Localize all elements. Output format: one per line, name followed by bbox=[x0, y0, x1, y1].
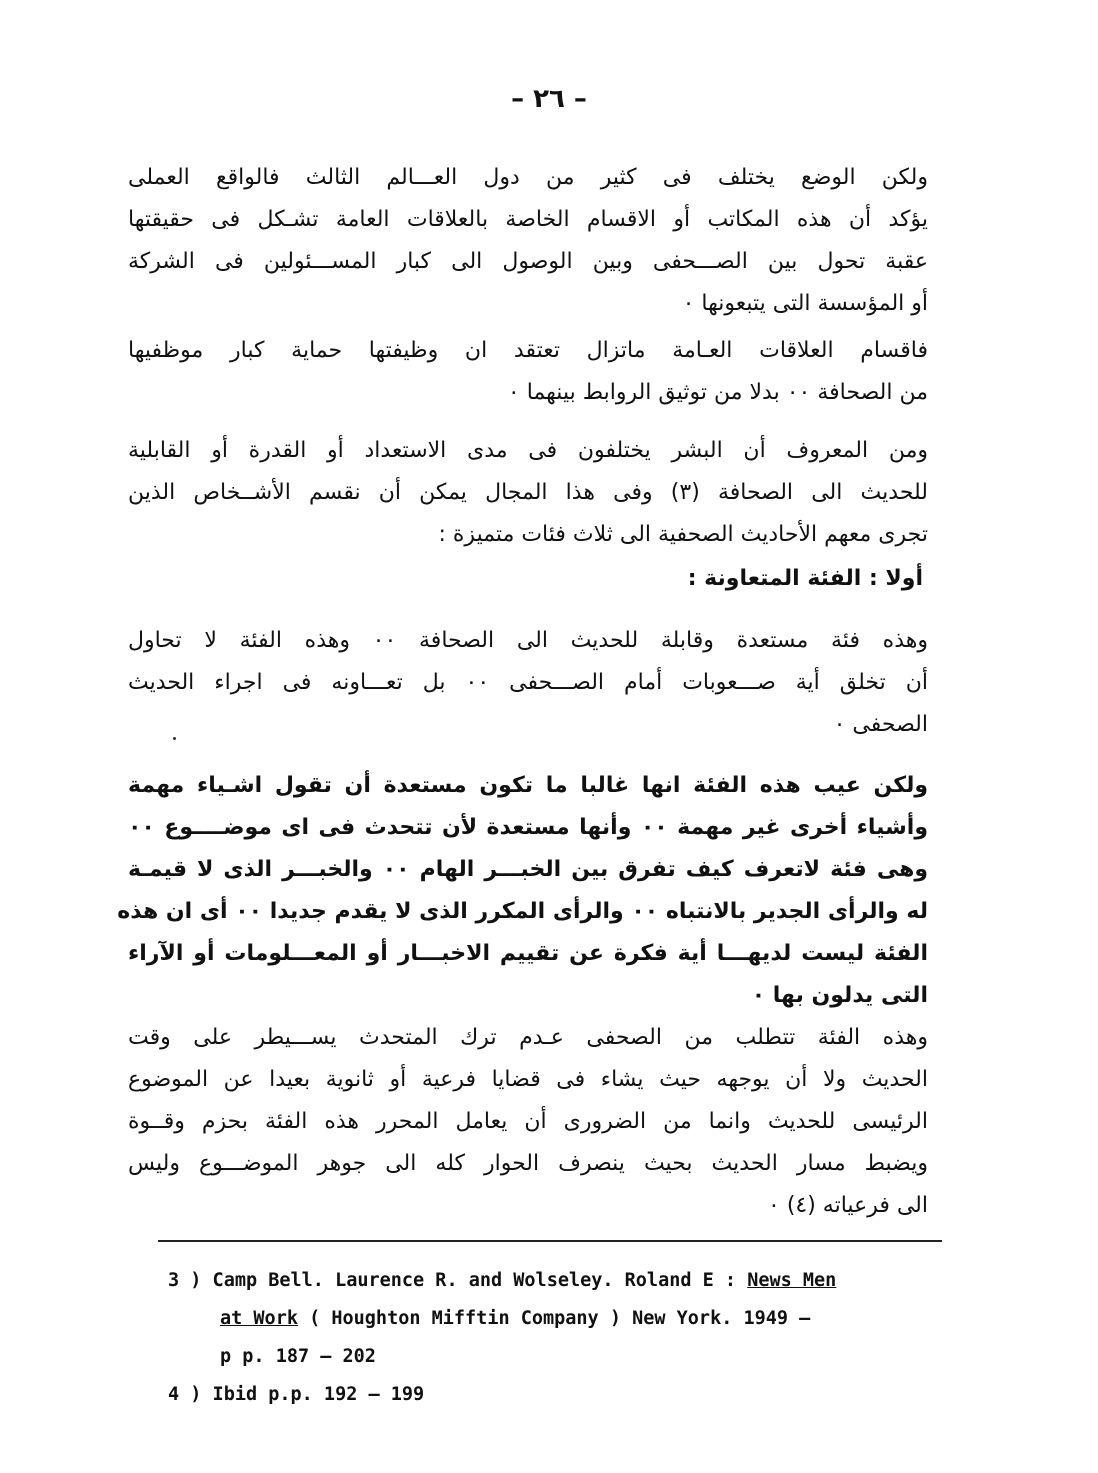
text-line: الحديث ولا أن يوجهه حيث يشاء فى قضايا فرعية أو ثانوية بعيدا عن الموضوع bbox=[128, 1067, 928, 1092]
text-line: يؤكد أن هذه المكاتب أو الاقسام الخاصة بالعلاقات العامة تشـكل فى حقيقتها bbox=[128, 207, 928, 232]
paragraph-4 bbox=[128, 620, 928, 746]
text-line: تجرى معهم الأحاديث الصحفية الى ثلاث فئات متميزة : bbox=[438, 522, 928, 547]
text-line: له والرأى الجدير بالانتباه ٠٠ والرأى المكرر الذى لا يقدم جديدا ٠٠ أى ان هذه bbox=[117, 899, 928, 924]
text-line: فاقسام العلاقات العـامة ماتزال تعتقد ان وظيفتها حماية كبار موظفيها bbox=[128, 338, 928, 363]
text-line: عقبة تحول بين الصـــحفى وبين الوصول الى كبار المســـئولين فى الشركة bbox=[128, 249, 928, 274]
paragraph-2 bbox=[128, 330, 928, 414]
text-line: وأشياء أخرى غير مهمة ٠٠ وأنها مستعدة لأن تتحدث فى اى موضــــوع ٠٠ bbox=[128, 815, 928, 840]
text-line: الرئيسى للحديث وانما من الضرورى أن يعامل المحرر هذه الفئة بحزم وقــوة bbox=[128, 1109, 928, 1134]
text-line: أو المؤسسة التى يتبعونها ٠ bbox=[682, 291, 928, 316]
text-line: الفئة ليست لديهـــا أية فكرة عن تقييم الاخبـــار أو المعـــلومات أو الآراء bbox=[128, 941, 928, 966]
paragraph-6 bbox=[128, 1017, 928, 1227]
print-speck bbox=[173, 737, 176, 740]
text-line: وهذه الفئة تتطلب من الصحفى عـدم ترك المتحدث يســـيطر على وقت bbox=[128, 1025, 928, 1050]
text-line: ويضبط مسار الحديث بحيث ينصرف الحوار كله الى جوهر الموضـــوع وليس bbox=[128, 1151, 928, 1176]
footnote-3-authors: 3 ) Camp Bell. Laurence R. and Wolseley. Roland E : bbox=[168, 1270, 748, 1291]
text-line: ومن المعروف أن البشر يختلفون فى مدى الاستعداد أو القدرة أو القابلية bbox=[128, 438, 928, 463]
footnote-3-title-part2: at Work bbox=[220, 1308, 298, 1329]
text-line: التى يدلون بها ٠ bbox=[751, 983, 928, 1008]
paragraph-1 bbox=[128, 157, 928, 325]
paragraph-3 bbox=[128, 430, 928, 556]
text-line: وهى فئة لاتعرف كيف تفرق بين الخبـــر الهام ٠٠ والخبـــر الذى لا قيمـة bbox=[128, 857, 929, 882]
paragraph-5 bbox=[117, 765, 929, 1017]
footnote-3 bbox=[168, 1262, 948, 1300]
text-line: الى فرعياته (٤) ٠ bbox=[768, 1193, 928, 1218]
text-line: وهذه فئة مستعدة وقابلة للحديث الى الصحافة ٠٠ وهذه الفئة لا تحاول bbox=[128, 628, 928, 653]
text-line: أن تخلق أية صـــعوبات أمام الصـــحفى ٠٠ بل تعـــاونه فى اجراء الحديث bbox=[128, 670, 928, 695]
footnote-divider bbox=[158, 1240, 942, 1242]
footnote-3-continued bbox=[168, 1300, 948, 1338]
footnote-3-pages: p p. 187 — 202 bbox=[220, 1346, 376, 1367]
text-line: ولكن عيب هذه الفئة انها غالبا ما تكون مستعدة أن تقول اشـياء مهمة bbox=[128, 773, 928, 798]
footnote-3-title-part1: News Men bbox=[747, 1270, 837, 1291]
footnotes bbox=[168, 1262, 948, 1414]
footnote-3-publisher: ( Houghton Mifftin Company ) New York. 1949 — bbox=[297, 1308, 811, 1329]
text-line: للحديث الى الصحافة (٣) وفى هذا المجال يمكن أن نقسم الأشــخاص الذين bbox=[128, 480, 929, 505]
text-line: من الصحافة ٠٠ بدلا من توثيق الروابط بينهما ٠ bbox=[507, 380, 928, 405]
text-line: الصحفى ٠ bbox=[833, 712, 928, 737]
footnote-4: 4 ) Ibid p.p. 192 — 199 bbox=[168, 1384, 425, 1405]
section-heading: أولا : الفئة المتعاونة : bbox=[687, 566, 923, 591]
text-line: ولكن الوضع يختلف فى كثير من دول العـــالم الثالث فالواقع العملى bbox=[128, 165, 928, 190]
page-number: – ٢٦ – bbox=[511, 84, 587, 114]
